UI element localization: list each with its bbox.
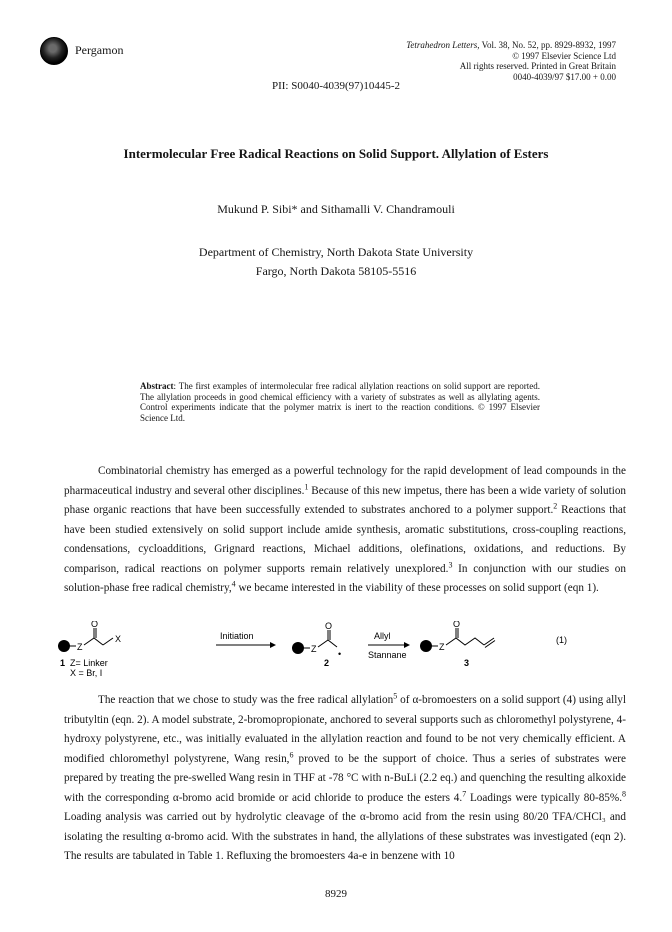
rights-line: All rights reserved. Printed in Great Britain [459,61,616,71]
z-label-1: Z [77,642,83,652]
affiliation [0,243,672,281]
p1-text-d: In conjunction with our studies on solution-phase free radical chemistry, [64,562,626,594]
p1-text-c: Reactions that have been studied extensively on solid support include amide synthesis, aromatic substitutions, cross-coupling reactions, condensations, cycloadditions, Grignard reactions, Michael additions, olefinations, oxidations, and reductions. By comparison, radical reactions on polymer supports remain relatively unexplored. [64,504,626,575]
citation-8: 8 [622,788,627,798]
p2-text-a: The reaction that we chose to study was the free radical allylation [98,694,394,706]
pii: PII: S0040-4039(97)10445-2 [271,80,401,92]
journal-ref: Vol. 38, No. 52, pp. 8929-8932, 1997 [479,40,616,50]
citation-1: 1 [304,481,309,491]
resin-bead-icon [420,640,432,652]
citation-7: 7 [462,788,467,798]
abstract [140,381,540,423]
z-label-3: Z [439,642,445,652]
copyright-line: © 1997 Elsevier Science Ltd [512,50,616,61]
author-list: Mukund P. Sibi* and Sithamalli V. Chandramouli [217,202,455,216]
p2-text-c: proved to be the support of choice. Thus a series of substrates were prepared by treating the pre-swelled Wang resin in THF at -78 °C with n-BuLi (2.2 eq.) and quenching the resulting alkoxide with the corresponding α-bromo acid bromide or acid chloride to produce the esters 4. [64,752,626,804]
compound-1-definition: Z= Linker [70,658,108,668]
oxygen-label-3: O [453,621,461,629]
p2-text-d: Loadings were typically 80-85%. [466,791,623,804]
compound-1-x: X = Br, I [70,668,103,678]
citation-3: 3 [448,559,453,569]
p2-text-e: Loading analysis was carried out by hydrolytic cleavage of the α-bromo acid from the resin using 80/20 TFA/CHCl₃ and isolating the resulting α-bromo acid. With the substrates in hand, the allylations of these substrates was investigated (eqn 2). The results are tabulated in Table 1. Refluxing the bromoesters 4a-e in benzene with 10 [64,811,626,862]
body-paragraph-2 [64,691,626,867]
affiliation-line-1: Department of Chemistry, North Dakota State University [198,245,474,259]
p1-text-e: we became interested in the viability of these processes on solid support (eqn 1). [235,582,599,594]
oxygen-label-2: O [325,621,333,631]
reaction-scheme [56,621,636,681]
publisher-logo [40,37,68,65]
citation-6: 6 [289,749,294,759]
page-number: 8929 [325,888,347,900]
initiation-label: Initiation [220,631,254,641]
allyl-label: Allyl [374,631,391,641]
journal-name: Tetrahedron Letters, [406,40,480,50]
equation-number: (1) [556,635,567,645]
publisher-name: Pergamon [75,43,124,57]
compound-1-number: 1 [60,658,66,668]
abstract-label: Abstract [140,381,174,391]
citation-5: 5 [393,691,398,701]
price-line: 0040-4039/97 $17.00 + 0.00 [513,71,616,82]
journal-citation [406,40,616,82]
compound-3-number: 3 [464,658,470,668]
resin-bead-icon [292,642,304,654]
oxygen-label-1: O [91,621,99,629]
stannane-label: Stannane [368,650,407,660]
citation-4: 4 [231,579,236,589]
radical-dot: • [338,649,342,659]
citation-2: 2 [553,501,558,511]
p2-text-b: of α-bromoesters on a solid support (4) using allyl tributyltin (eqn. 2). A model substrate, 2-bromopropionate, anchored to several supports such as chloromethyl polystyrene, 4-hydroxy polystyrene, etc., was initially evaluated in the allylation reaction and found to be not very chemically efficient. A modified chloromethyl polystyrene, Wang resin, [64,694,627,765]
abstract-text: : The first examples of intermolecular free radical allylation reactions on solid support are reported. The allylation proceeds in good chemical efficiency with a variety of substrates as well as allylating agents. Control experiments indicate that the polymer matrix is inert to the reaction conditions. © 1997 Elsevier Science Ltd. [140,381,540,423]
z-label-2: Z [311,644,317,654]
p1-text-a: Combinatorial chemistry has emerged as a powerful technology for the rapid development of lead compounds in the pharmaceutical industry and several other disciplines. [64,465,626,497]
compound-2-number: 2 [324,658,330,668]
article-title: Intermolecular Free Radical Reactions on Solid Support. Allylation of Esters [123,146,549,161]
x-label: X [115,634,122,644]
resin-bead-icon [58,640,70,652]
body-paragraph-1 [64,462,626,599]
p1-text-b: Because of this new impetus, there has been a wide variety of solution phase organic reactions that have been successfully extended to substrates anchored to a polymer support. [64,484,627,516]
affiliation-line-2: Fargo, North Dakota 58105-5516 [255,264,417,278]
